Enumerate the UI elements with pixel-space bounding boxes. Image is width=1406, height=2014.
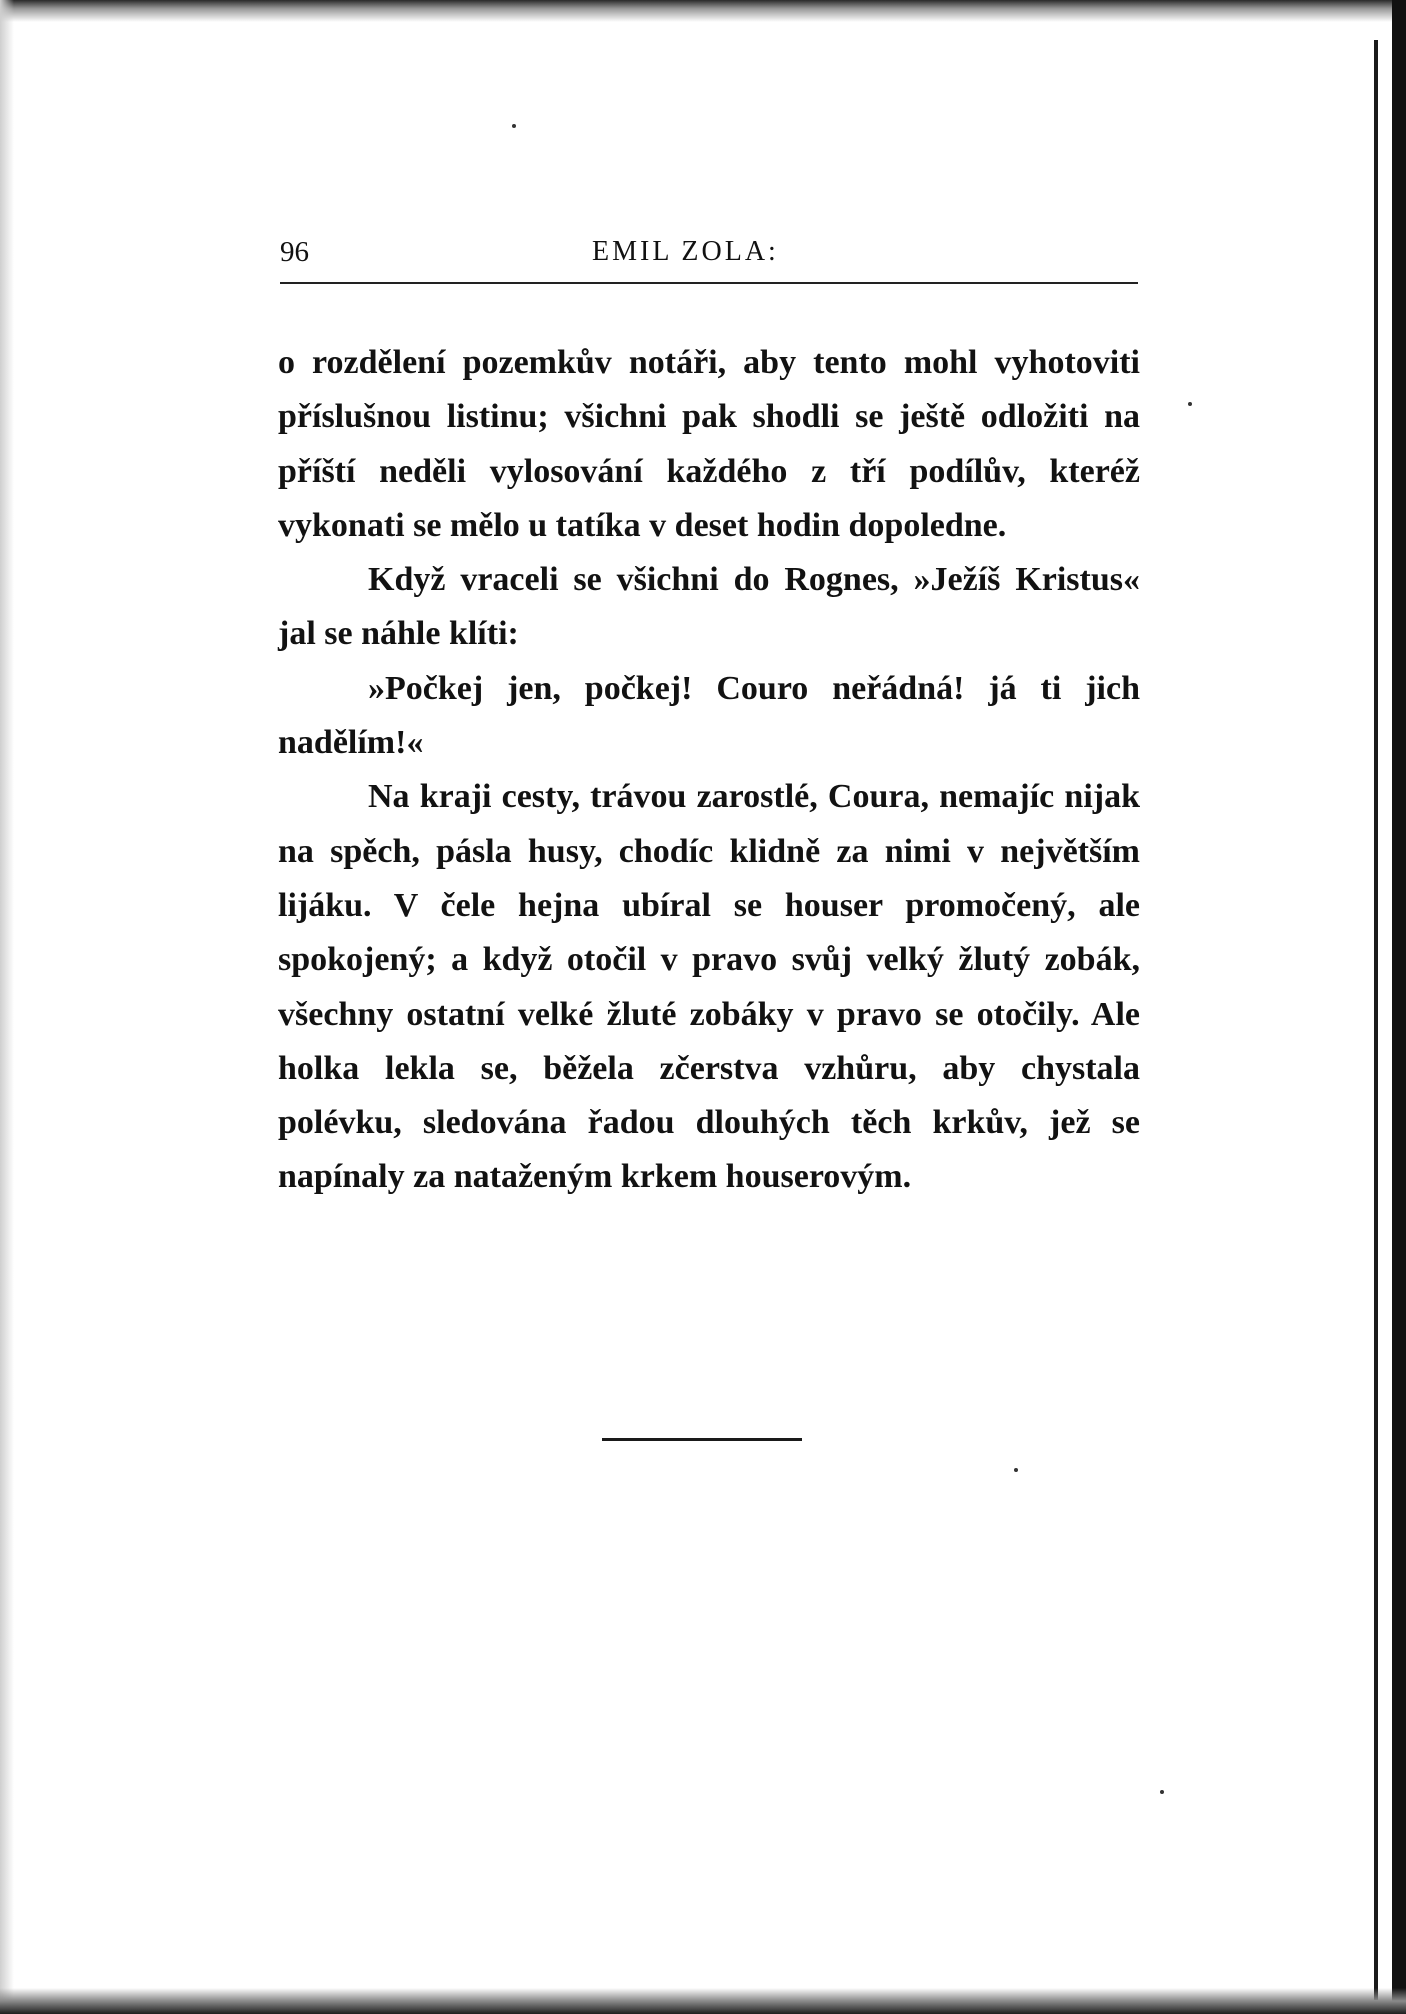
header-rule bbox=[280, 282, 1138, 284]
section-end-rule bbox=[602, 1438, 802, 1441]
page-number: 96 bbox=[280, 236, 309, 268]
scan-edge-bottom bbox=[0, 1988, 1406, 2014]
paragraph: Když vraceli se všichni do Rognes, »Ježíš Kristus« jal se náhle klíti: bbox=[278, 561, 1140, 653]
scan-speck bbox=[512, 124, 516, 128]
scan-edge-left bbox=[0, 0, 14, 2014]
paragraph: o rozdělení pozemkův notáři, aby tento mohl vyhotoviti příslušnou listinu; všichni pak shodli se ještě odložiti na příští neděli vylosování každého z tří podílův, kteréž vykonati se mělo u tatíka v deset hodin dopoledne. bbox=[278, 344, 1140, 544]
scan-edge-right-line bbox=[1374, 40, 1378, 2000]
running-head-title: EMIL ZOLA: bbox=[592, 236, 779, 267]
paragraph: Na kraji cesty, trávou zarostlé, Coura, nemajíc nijak na spěch, pásla husy, chodíc klidně za nimi v největším lijáku. V čele hejna ubíral se houser promočený, ale spokojený; a když otočil v pravo svůj velký žlutý zobák, všechny ostatní velké žluté zobáky v pravo se otočily. Ale holka lekla se, běžela zčerstva vzhůru, aby chystala polévku, sledována řadou dlouhých těch krkův, jež se napínaly za nataženým krkem houserovým. bbox=[278, 778, 1140, 1196]
body-text bbox=[278, 336, 1140, 1205]
scan-speck bbox=[1160, 1790, 1164, 1794]
scan-speck bbox=[1188, 402, 1192, 406]
scan-edge-right bbox=[1392, 0, 1406, 2014]
scan-edge-top bbox=[0, 0, 1406, 22]
paragraph: »Počkej jen, počkej! Couro neřádná! já ti jich nadělím!« bbox=[278, 669, 1140, 762]
running-head bbox=[280, 236, 1140, 276]
scan-speck bbox=[1014, 1468, 1018, 1472]
